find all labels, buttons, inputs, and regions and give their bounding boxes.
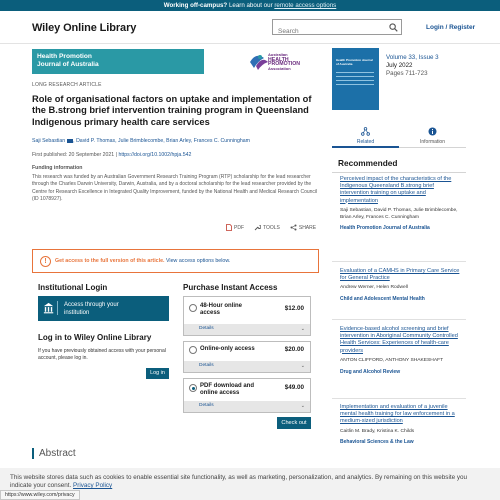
pdf-icon bbox=[226, 224, 232, 231]
cover-decoration bbox=[336, 84, 374, 85]
recommended-title-link[interactable]: Implementation and evaluation of a juvenile mental health training for law enforcement in a medium-sized jurisdiction bbox=[340, 404, 455, 425]
abstract-heading: Abstract bbox=[32, 448, 76, 459]
option-label bbox=[200, 303, 242, 317]
log-in-button[interactable]: Log in bbox=[146, 368, 169, 379]
purchase-option[interactable] bbox=[183, 341, 311, 373]
chevron-down-icon: ⌄ bbox=[300, 363, 305, 369]
search-icon[interactable] bbox=[389, 23, 398, 32]
wiley-logo[interactable]: Wiley Online Library bbox=[32, 22, 137, 34]
checkout-button[interactable]: Check out bbox=[277, 417, 311, 429]
info-icon: ! bbox=[40, 256, 51, 267]
issue-info bbox=[386, 54, 439, 78]
option-radio[interactable] bbox=[189, 346, 197, 354]
institutional-login-heading: Institutional Login bbox=[38, 283, 108, 292]
cover-journal-name: Health Promotion Journal of Australia bbox=[336, 58, 373, 66]
first-published-label: First published: bbox=[32, 152, 69, 158]
tab-related[interactable] bbox=[332, 124, 399, 148]
pdf-button[interactable] bbox=[226, 224, 244, 231]
author-sep: , bbox=[163, 138, 167, 144]
article-type: LONG RESEARCH ARTICLE bbox=[32, 82, 102, 88]
related-network-icon bbox=[361, 127, 370, 136]
remote-access-text: Learn about our bbox=[227, 2, 275, 9]
tab-related-label: Related bbox=[356, 139, 375, 145]
remote-access-bold: Working off-campus? bbox=[163, 2, 228, 9]
page-range: Pages 711-723 bbox=[386, 70, 428, 77]
recommended-authors: Caitlin M. Brady, Kristina K. Childs bbox=[340, 428, 415, 434]
wiley-login-text: If you have previously obtained access with your personal account, please log in. bbox=[38, 348, 166, 362]
option-label-line1: 48-Hour online bbox=[200, 303, 243, 309]
funding-heading: Funding information bbox=[32, 165, 83, 171]
login-register-link[interactable]: Login / Register bbox=[426, 24, 476, 31]
option-label-line1: Online-only access bbox=[200, 346, 255, 352]
article-title: Role of organisational factors on uptake and implementation of the B.strong brief intervention training program in Queensland Indigenous primary health care services bbox=[32, 94, 312, 127]
recommended-title-link[interactable]: Perceived impact of the characteristics of the Indigenous Queensland B.strong brief intervention training on uptake and implementation bbox=[340, 176, 452, 204]
institution-icon bbox=[42, 301, 58, 315]
details-label: Details bbox=[199, 326, 214, 331]
wrench-icon bbox=[254, 224, 261, 231]
remote-access-bar bbox=[0, 0, 500, 11]
assoc-line2: HEALTH bbox=[268, 56, 289, 63]
recommended-journal-link[interactable]: Drug and Alcohol Review bbox=[340, 368, 401, 375]
cover-decoration bbox=[336, 76, 374, 77]
institution-label-line2: institution bbox=[64, 310, 90, 316]
recommended-title-link[interactable]: Evaluation of a CAMHS in Primary Care Service for General Practice bbox=[340, 268, 460, 282]
divider bbox=[332, 398, 466, 399]
share-button[interactable] bbox=[290, 224, 316, 231]
purchase-option[interactable] bbox=[183, 378, 311, 413]
option-price: $20.00 bbox=[284, 346, 304, 353]
institution-access-button[interactable] bbox=[38, 296, 169, 321]
recommended-journal-link[interactable]: Health Promotion Journal of Australia bbox=[340, 225, 430, 232]
tab-information-label: Information bbox=[419, 139, 445, 145]
access-notice bbox=[32, 249, 319, 273]
details-label: Details bbox=[199, 363, 214, 368]
author-link[interactable]: David P. Thomas bbox=[76, 138, 116, 144]
assoc-line3: PROMOTION bbox=[268, 61, 300, 68]
cookie-text bbox=[10, 474, 480, 490]
recommended-item bbox=[340, 326, 464, 375]
info-icon bbox=[428, 127, 437, 136]
recommended-authors: ANTON CLIFFORD, ANTHONY SHAKESHAFT bbox=[340, 357, 444, 363]
journal-banner[interactable] bbox=[32, 49, 319, 74]
journal-cover-image[interactable] bbox=[332, 48, 379, 110]
recommended-title-link[interactable]: Evidence-based alcohol screening and brief intervention in Aboriginal Community Controlled Health Services: Experiences of health-care providers bbox=[340, 326, 458, 354]
option-details-toggle[interactable] bbox=[184, 361, 310, 372]
recommended-item bbox=[340, 268, 464, 302]
cover-decoration bbox=[336, 80, 374, 81]
cookie-message: This website stores data such as cookies to enable essential site functionality, as well as marketing, personalization, and analytics. By remaining on this website you indicate your consent. bbox=[10, 474, 467, 489]
recommended-journal-link[interactable]: Child and Adolescent Mental Health bbox=[340, 296, 425, 303]
access-notice-text bbox=[55, 258, 230, 264]
journal-name-block bbox=[32, 49, 204, 74]
institution-button-label bbox=[64, 301, 119, 317]
author-sep: , bbox=[190, 138, 194, 144]
option-details-toggle[interactable] bbox=[184, 324, 310, 335]
site-header bbox=[0, 11, 500, 44]
option-radio[interactable] bbox=[189, 304, 197, 312]
doi-separator: | bbox=[114, 152, 119, 158]
option-label-line2: access bbox=[200, 310, 221, 316]
wiley-login-heading: Log in to Wiley Online Library bbox=[38, 333, 152, 342]
recommended-journal-link[interactable]: Behavioral Sciences & the Law bbox=[340, 439, 414, 446]
search-input[interactable] bbox=[273, 25, 383, 39]
purchase-option[interactable] bbox=[183, 296, 311, 336]
author-sep: , bbox=[73, 138, 77, 144]
purchase-heading: Purchase Instant Access bbox=[183, 283, 278, 292]
recommended-authors: Andrew Werner, Helen Rodwell bbox=[340, 285, 408, 291]
assoc-line4: Association bbox=[268, 65, 291, 71]
divider bbox=[332, 319, 466, 320]
publication-info bbox=[32, 152, 191, 158]
recommended-heading: Recommended bbox=[338, 158, 398, 168]
issue-date: July 2022 bbox=[386, 62, 413, 69]
divider bbox=[332, 261, 466, 262]
chevron-down-icon: ⌄ bbox=[300, 326, 305, 332]
institution-label-line1: Access through your bbox=[64, 302, 119, 308]
article-tools bbox=[226, 224, 316, 231]
option-label-line1: PDF download and bbox=[200, 383, 254, 389]
funding-text: This research was funded by an Australian Government Research Training Program (RTP) scholarship for the lead researcher through the Charles Darwin University, Darwin, Australia, and by a doctoral scholarship for the lead researcher provided by the Centre for Research Excellence in Integrated Quality Improvement, funded by the National Health and Medical Research Council (ID 1078927). bbox=[32, 174, 318, 202]
recommended-authors: Saji Sebastian, David P. Thomas, Julie Brimblecombe, Brian Arley, Frances C. Cunningham bbox=[340, 207, 458, 220]
recommended-item bbox=[340, 176, 464, 231]
option-radio-selected[interactable] bbox=[189, 384, 197, 392]
remote-access-link[interactable]: remote access options bbox=[274, 2, 337, 9]
tab-information[interactable] bbox=[399, 124, 466, 148]
journal-name-line1: Health Promotion bbox=[37, 53, 92, 60]
view-access-options-link[interactable]: View access options below. bbox=[164, 258, 231, 264]
option-label bbox=[200, 383, 254, 397]
pdf-label: PDF bbox=[234, 224, 244, 231]
journal-name-line2: Journal of Australia bbox=[37, 61, 99, 69]
access-notice-bold: Get access to the full version of this article. bbox=[55, 258, 165, 264]
sidebar-tabs bbox=[332, 124, 466, 148]
option-price: $49.00 bbox=[284, 384, 304, 391]
author-link[interactable]: Julie Brimblecombe bbox=[117, 138, 164, 144]
option-price: $12.00 bbox=[284, 305, 304, 312]
author-sep: , bbox=[115, 138, 118, 144]
privacy-policy-link[interactable]: Privacy Policy bbox=[73, 482, 113, 489]
recommended-item bbox=[340, 404, 464, 445]
author-link[interactable]: Frances C. Cunningham bbox=[193, 138, 250, 144]
doi-link[interactable]: https://doi.org/10.1002/hpja.542 bbox=[118, 152, 192, 158]
author-link[interactable]: Brian Arley bbox=[166, 138, 191, 144]
option-label bbox=[200, 346, 255, 353]
share-icon bbox=[290, 224, 297, 231]
association-name bbox=[268, 53, 300, 71]
chevron-down-icon: ⌄ bbox=[300, 403, 305, 409]
volume-issue-link[interactable]: Volume 33, Issue 3 bbox=[386, 54, 439, 61]
association-logo-block bbox=[204, 49, 319, 74]
share-label: SHARE bbox=[298, 224, 317, 231]
search-box bbox=[272, 19, 402, 35]
tools-label: TOOLS bbox=[263, 224, 280, 231]
status-bar-url: https://www.wiley.com/privacy bbox=[0, 490, 80, 500]
option-details-toggle[interactable] bbox=[184, 401, 310, 412]
details-label: Details bbox=[199, 403, 214, 408]
author-list bbox=[32, 138, 332, 144]
author-link[interactable]: Saji Sebastian bbox=[32, 138, 66, 144]
first-published-date: 20 September 2021 bbox=[68, 152, 115, 158]
assoc-line1: Australian bbox=[268, 52, 288, 57]
tools-button[interactable] bbox=[254, 224, 280, 231]
option-label-line2: online access bbox=[200, 390, 240, 396]
divider bbox=[332, 172, 466, 173]
cover-decoration bbox=[336, 72, 374, 73]
